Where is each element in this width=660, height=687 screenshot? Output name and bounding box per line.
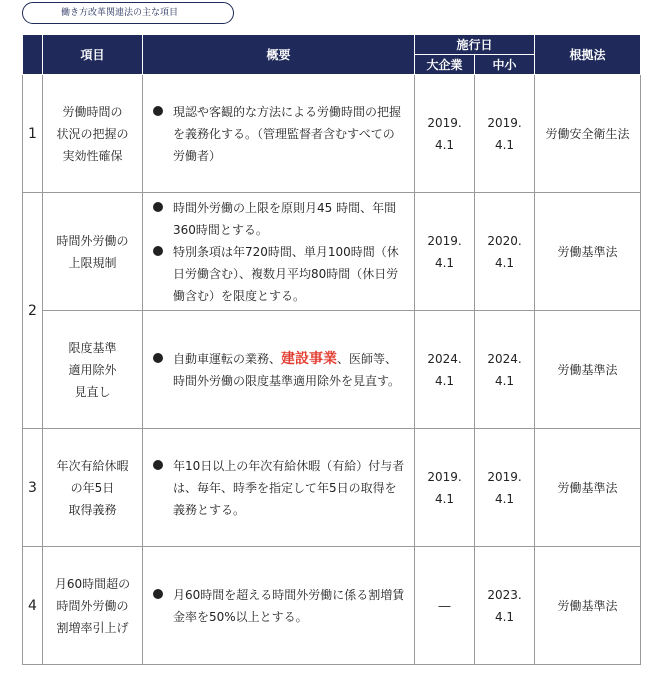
item-cell: 年次有給休暇 の年5日 取得義務 bbox=[43, 429, 143, 547]
legal-basis-cell: 労働安全衛生法 bbox=[535, 75, 641, 193]
bullet-item: 月60時間を超える時間外労働に係る割増賃金率を50%以上とする。 bbox=[151, 584, 406, 628]
bullet-item: 現認や客観的な方法による労働時間の把握を義務化する。（管理監督者含むすべての労働者） bbox=[151, 101, 406, 167]
summary-cell bbox=[143, 193, 415, 311]
bullet-item: 時間外労働の上限を原則月45 時間、年間360時間とする。 bbox=[151, 197, 406, 241]
legal-basis-cell: 労働基準法 bbox=[535, 193, 641, 311]
summary-cell bbox=[143, 429, 415, 547]
legal-basis-cell: 労働基準法 bbox=[535, 311, 641, 429]
bullet-item: 特別条項は年720時間、単月100時間（休日労働含む）、複数月平均80時間（休日労働含む）を限度とする。 bbox=[151, 241, 406, 307]
highlight-construction: 建設事業 bbox=[281, 350, 338, 367]
large-company-date: 2024. 4.1 bbox=[415, 311, 475, 429]
row-number: 3 bbox=[23, 429, 43, 547]
sme-date: 2023. 4.1 bbox=[475, 547, 535, 665]
sme-date: 2024. 4.1 bbox=[475, 311, 535, 429]
table-row bbox=[23, 429, 641, 547]
summary-cell bbox=[143, 547, 415, 665]
row-number: 4 bbox=[23, 547, 43, 665]
large-company-date: 2019. 4.1 bbox=[415, 429, 475, 547]
summary-cell bbox=[143, 311, 415, 429]
table-row bbox=[23, 193, 641, 311]
item-cell: 時間外労働の 上限規制 bbox=[43, 193, 143, 311]
item-cell: 月60時間超の 時間外労働の 割増率引上げ bbox=[43, 547, 143, 665]
table-caption: 働き方改革関連法の主な項目 bbox=[22, 2, 234, 24]
item-cell: 労働時間の 状況の把握の 実効性確保 bbox=[43, 75, 143, 193]
table-row bbox=[23, 75, 641, 193]
bullet-item: 自動車運転の業務、建設事業、医師等、時間外労働の限度基準適用除外を見直す。 bbox=[151, 348, 406, 392]
summary-cell bbox=[143, 75, 415, 193]
sme-date: 2019. 4.1 bbox=[475, 75, 535, 193]
row-number: 1 bbox=[23, 75, 43, 193]
sme-date: 2020. 4.1 bbox=[475, 193, 535, 311]
header-large-company: 大企業 bbox=[415, 55, 475, 75]
legal-basis-cell: 労働基準法 bbox=[535, 429, 641, 547]
header-legal-basis: 根拠法 bbox=[535, 35, 641, 75]
bullet-item: 年10日以上の年次有給休暇（有給）付与者は、毎年、時季を指定して年5日の取得を義務とする。 bbox=[151, 455, 406, 521]
header-number bbox=[23, 35, 43, 75]
item-cell: 限度基準 適用除外 見直し bbox=[43, 311, 143, 429]
header-summary: 概要 bbox=[143, 35, 415, 75]
labor-reform-table bbox=[22, 34, 641, 665]
legal-basis-cell: 労働基準法 bbox=[535, 547, 641, 665]
header-effective-date: 施行日 bbox=[415, 35, 535, 55]
table-row bbox=[23, 311, 641, 429]
table-row bbox=[23, 547, 641, 665]
sme-date: 2019. 4.1 bbox=[475, 429, 535, 547]
large-company-date: 2019. 4.1 bbox=[415, 193, 475, 311]
row-number: 2 bbox=[23, 193, 43, 429]
header-sme: 中小 bbox=[475, 55, 535, 75]
large-company-date: ― bbox=[415, 547, 475, 665]
header-item: 項目 bbox=[43, 35, 143, 75]
large-company-date: 2019. 4.1 bbox=[415, 75, 475, 193]
